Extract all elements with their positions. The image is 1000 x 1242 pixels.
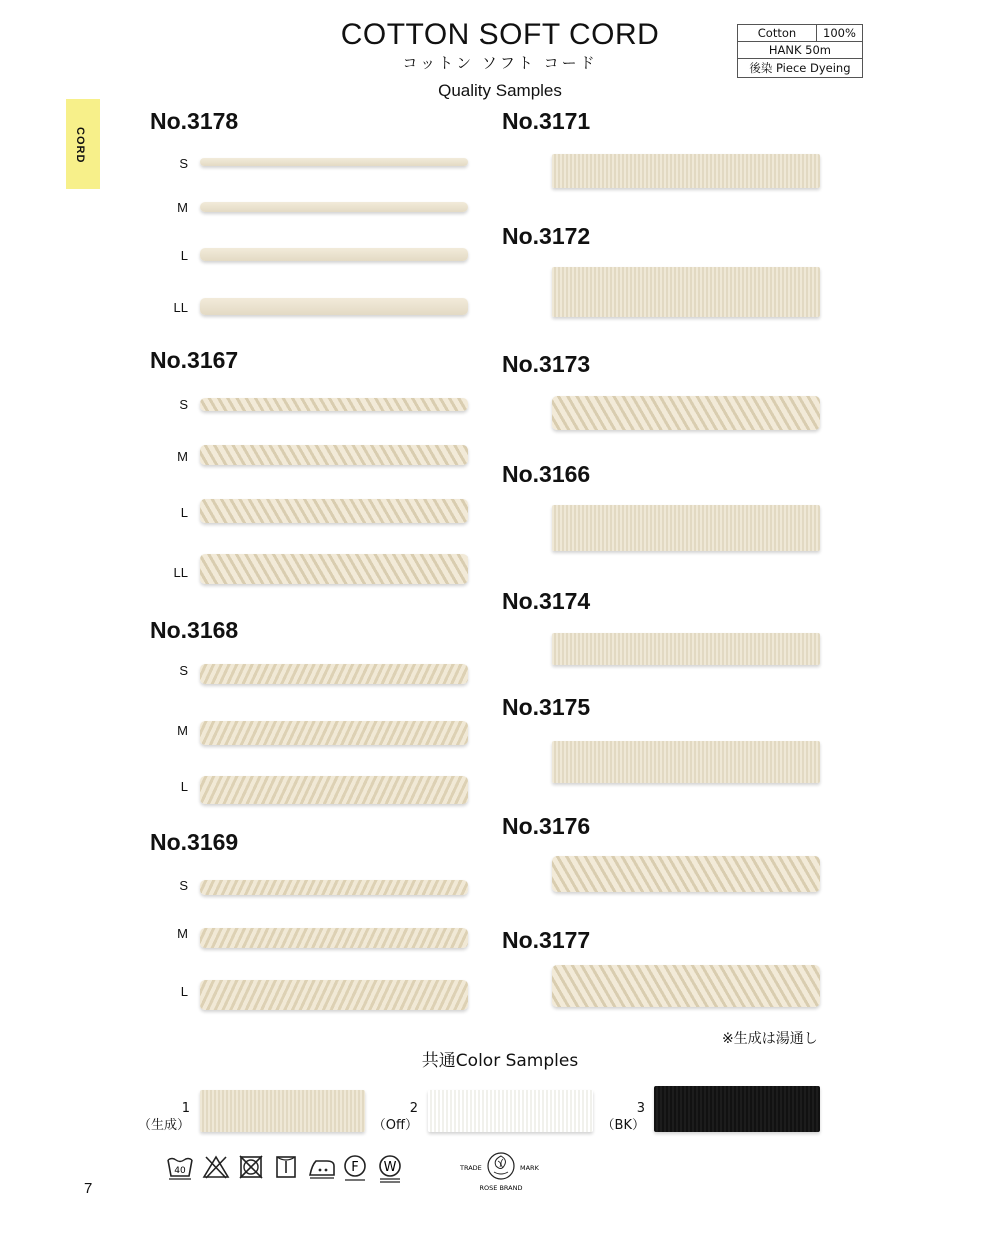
swatch-label-2 — [358, 1100, 418, 1134]
section-heading-color: 共通Color Samples — [421, 1051, 579, 1071]
cord-sample-3167-l — [200, 499, 468, 523]
cord-sample-3169-m — [200, 928, 468, 948]
wash-temp-text: 40 — [174, 1166, 186, 1176]
product-code-3166: No.3166 — [502, 461, 591, 487]
color-swatch-2 — [428, 1090, 593, 1132]
tape-sample-3172 — [552, 267, 820, 317]
wet-clean-w-icon — [377, 1154, 403, 1184]
product-code-3168: No.3168 — [150, 617, 239, 643]
swatch-number: 1 — [181, 1101, 190, 1116]
tape-sample-3176 — [552, 856, 820, 892]
product-code-3167: No.3167 — [150, 347, 239, 373]
color-swatch-3 — [654, 1086, 820, 1132]
swatch-number: 3 — [636, 1101, 645, 1116]
cord-sample-3178-ll — [200, 298, 468, 315]
size-label: M — [177, 200, 188, 215]
cord-sample-3178-m — [200, 202, 468, 212]
product-code-3178: No.3178 — [150, 108, 239, 134]
product-code-3171: No.3171 — [502, 108, 591, 134]
cord-sample-3168-l — [200, 776, 468, 804]
category-tab — [66, 99, 100, 189]
size-label: S — [179, 397, 188, 412]
swatch-label-1 — [130, 1100, 190, 1134]
wash-40-icon — [166, 1154, 194, 1180]
dry-clean-letter: F — [351, 1160, 359, 1175]
tape-sample-3174 — [552, 633, 820, 665]
product-code-3173: No.3173 — [502, 351, 591, 377]
cord-sample-3168-m — [200, 721, 468, 745]
product-code-3177: No.3177 — [502, 927, 591, 953]
size-label: L — [180, 779, 188, 794]
page-number: 7 — [84, 1180, 93, 1197]
spec-dye: 後染 Piece Dyeing — [738, 59, 863, 78]
cord-sample-3167-ll — [200, 554, 468, 584]
spec-table — [737, 24, 863, 78]
wet-clean-letter: W — [383, 1160, 397, 1175]
spec-material: Cotton — [738, 25, 817, 42]
color-swatch-1 — [200, 1090, 365, 1132]
product-code-3175: No.3175 — [502, 694, 591, 720]
page-title: COTTON SOFT CORD — [340, 18, 660, 51]
cord-sample-3169-s — [200, 880, 468, 895]
swatch-label-3 — [585, 1100, 645, 1134]
tape-sample-3171 — [552, 154, 820, 188]
size-label: L — [180, 248, 188, 263]
tape-sample-3173 — [552, 396, 820, 430]
cord-sample-3169-l — [200, 980, 468, 1010]
logo-trade-text: TRADE — [460, 1164, 482, 1172]
tape-sample-3166 — [552, 505, 820, 551]
cord-sample-3178-l — [200, 248, 468, 261]
logo-brand-text: ROSE BRAND — [479, 1184, 523, 1192]
size-label: L — [180, 984, 188, 999]
footnote: ※生成は湯通し — [722, 1031, 818, 1047]
product-code-3176: No.3176 — [502, 813, 591, 839]
category-tab-label: CORD — [74, 127, 86, 164]
no-tumble-dry-icon — [238, 1154, 264, 1180]
dry-clean-f-icon — [342, 1154, 368, 1182]
swatch-name: （BK） — [601, 1118, 645, 1133]
size-label: L — [180, 505, 188, 520]
no-bleach-icon — [202, 1154, 230, 1180]
logo-mark-text: MARK — [520, 1164, 539, 1172]
page-subtitle: コットン ソフト コード — [402, 54, 598, 72]
size-label: S — [179, 663, 188, 678]
swatch-number: 2 — [409, 1101, 418, 1116]
size-label: M — [177, 449, 188, 464]
cord-sample-3168-s — [200, 664, 468, 684]
product-code-3174: No.3174 — [502, 588, 591, 614]
cord-sample-3178-s — [200, 158, 468, 166]
size-label: M — [177, 723, 188, 738]
spec-percent: 100% — [817, 25, 863, 42]
size-label: S — [179, 156, 188, 171]
product-code-3172: No.3172 — [502, 223, 591, 249]
tape-sample-3177 — [552, 965, 820, 1007]
tape-sample-3175 — [552, 741, 820, 783]
size-label: LL — [173, 565, 188, 580]
line-dry-icon — [274, 1154, 298, 1180]
cord-sample-3167-m — [200, 445, 468, 465]
section-heading-quality: Quality Samples — [438, 81, 562, 100]
cord-sample-3167-s — [200, 398, 468, 411]
swatch-name: （Off） — [372, 1118, 418, 1133]
size-label: S — [179, 878, 188, 893]
rose-brand-logo — [458, 1146, 544, 1201]
spec-hank: HANK 50m — [738, 42, 863, 59]
iron-medium-icon — [307, 1154, 337, 1180]
size-label: LL — [173, 300, 188, 315]
swatch-name: （生成） — [137, 1118, 190, 1133]
product-code-3169: No.3169 — [150, 829, 239, 855]
size-label: M — [177, 926, 188, 941]
